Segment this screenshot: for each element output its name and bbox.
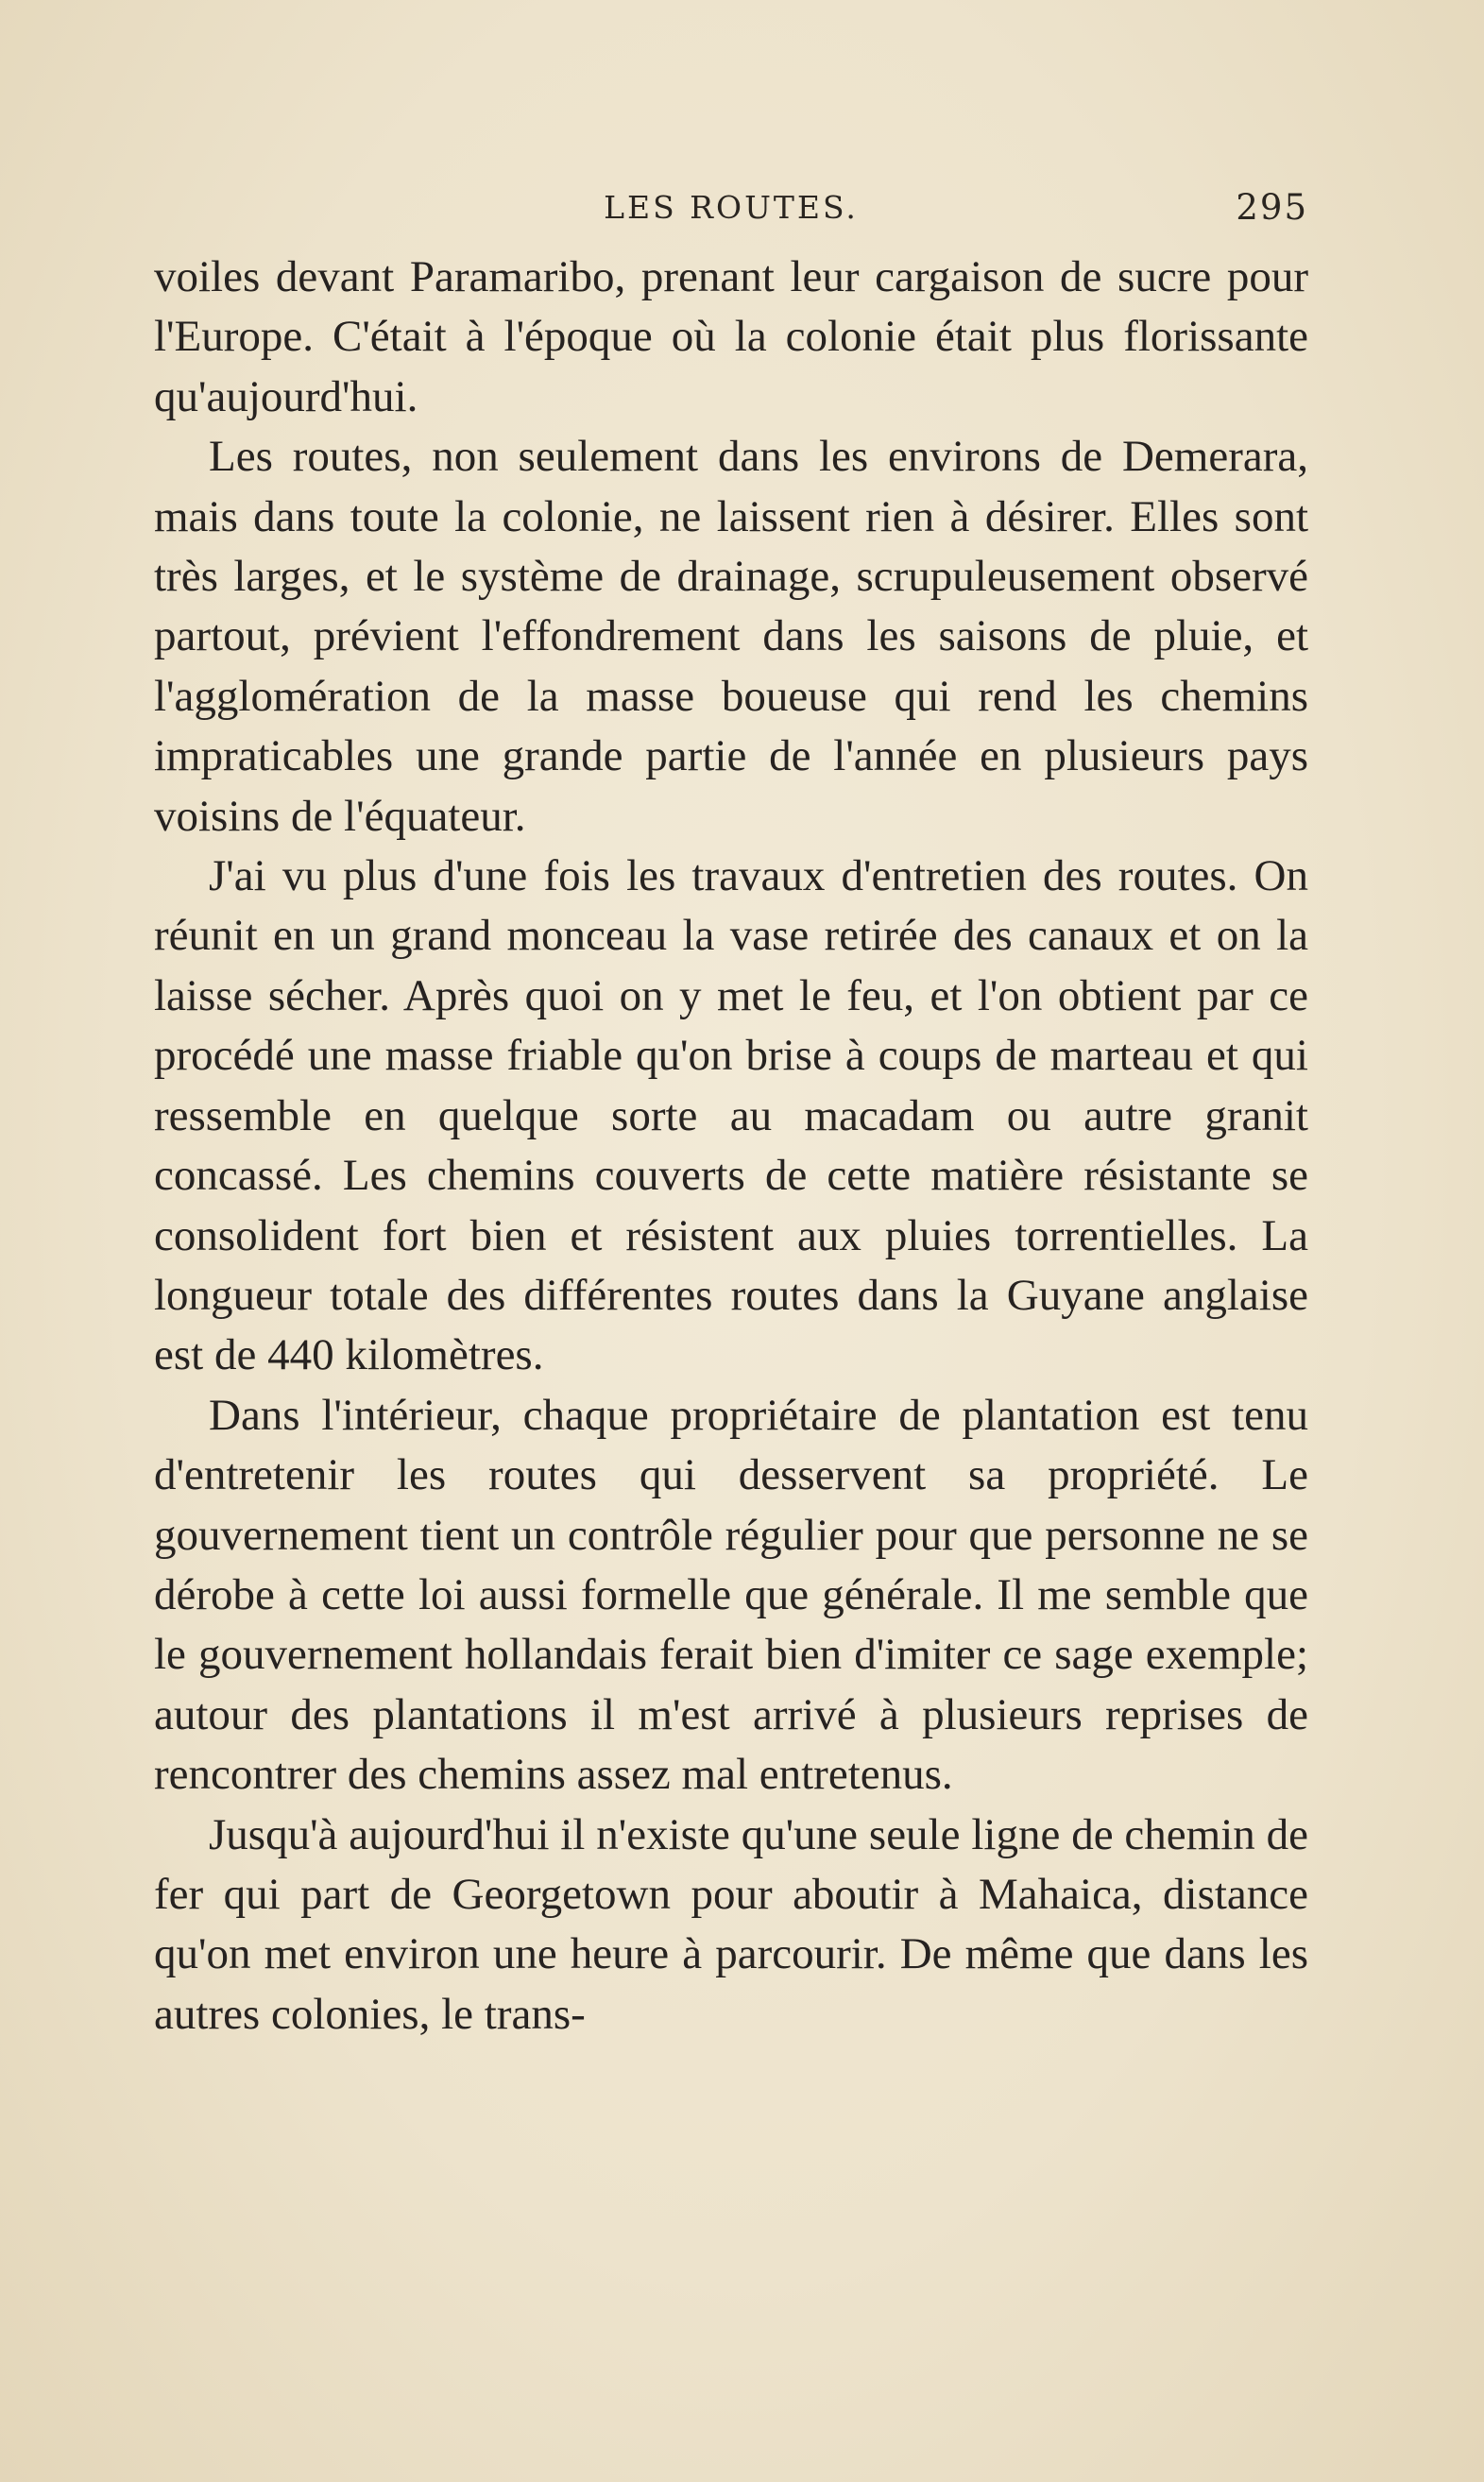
running-title: LES ROUTES. bbox=[604, 189, 859, 226]
paragraph-3: J'ai vu plus d'une fois les travaux d'entretien des routes. On réunit en un grand monceau la vase retirée des canaux et on la laisse sécher. Après quoi on y met le feu, et l'on obtient par ce procédé une masse friable qu'on brise à coups de marteau et qui ressemble en quelque sorte au macadam ou autre granit concassé. Les chemins couverts de cette matière résistante se consolident fort bien et résistent aux pluies torrentielles. La longueur totale des différentes routes dans la Guyane anglaise est de 440 kilomètres. bbox=[154, 851, 1308, 1380]
page-number: 295 bbox=[1236, 187, 1308, 228]
body-text bbox=[154, 248, 1308, 2045]
paragraph-4: Dans l'intérieur, chaque propriétaire de plantation est tenu d'entretenir les routes qui desservent sa propriété. Le gouvernement tient un contrôle régulier pour que personne ne se dérobe à cette loi aussi formelle que générale. Il me semble que le gouvernement hollandais ferait bien d'imiter ce sage exemple; autour des plantations il m'est arrivé à plusieurs reprises de rencontrer des chemins assez mal entretenus. bbox=[154, 1390, 1308, 1800]
paragraph-1: voiles devant Paramaribo, prenant leur cargaison de sucre pour l'Europe. C'était à l'époque où la colonie était plus florissante qu'aujourd'hui. bbox=[154, 252, 1308, 421]
paragraph-2: Les routes, non seulement dans les environs de Demerara, mais dans toute la colonie, ne laissent rien à désirer. Elles sont très larges, et le système de drainage, scrupuleusement observé partout, prévient l'effondrement dans les saisons de pluie, et l'agglomération de la masse boueuse qui rend les chemins impraticables une grande partie de l'année en plusieurs pays voisins de l'équateur. bbox=[154, 432, 1308, 841]
paragraph-5: Jusqu'à aujourd'hui il n'existe qu'une seule ligne de chemin de fer qui part de Georgetown pour aboutir à Mahaica, distance qu'on met environ une heure à parcourir. De même que dans les autres colonies, le trans- bbox=[154, 1809, 1308, 2039]
running-head bbox=[154, 181, 1308, 238]
